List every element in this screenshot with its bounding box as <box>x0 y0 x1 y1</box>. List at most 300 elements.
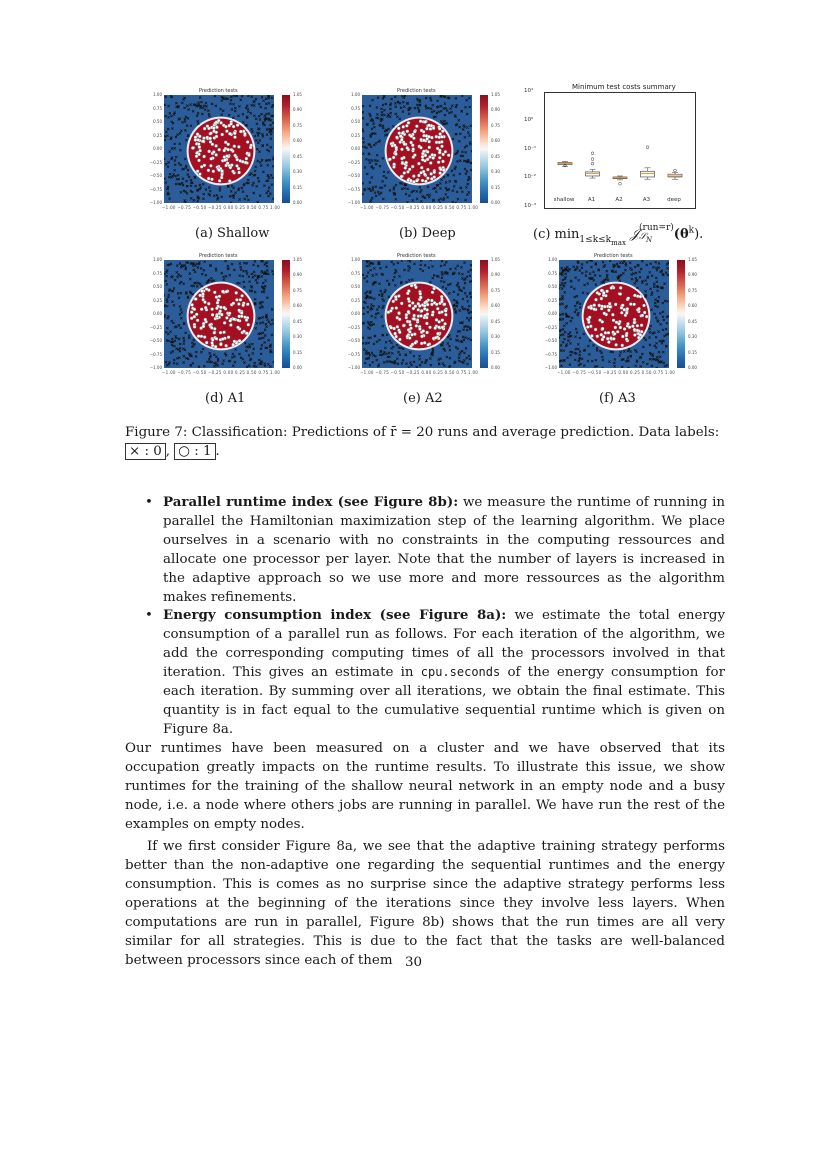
data-point-cross <box>229 195 231 197</box>
y-tick-label: 0.50 <box>351 284 360 289</box>
data-point-cross <box>375 142 377 144</box>
data-point-circle <box>392 300 395 303</box>
data-point-cross <box>175 175 177 177</box>
y-tick-label: 0.25 <box>351 297 360 303</box>
data-point-circle <box>406 130 409 133</box>
data-point-cross <box>167 128 169 130</box>
data-point-circle <box>410 141 413 144</box>
data-point-cross <box>458 119 460 121</box>
data-point-cross <box>466 194 468 196</box>
data-point-cross <box>373 323 375 325</box>
data-point-cross <box>659 340 661 342</box>
box-outlier <box>646 146 649 149</box>
data-point-cross <box>370 269 372 271</box>
data-point-cross <box>168 176 170 178</box>
data-point-cross <box>175 102 177 104</box>
data-point-cross <box>183 343 185 345</box>
colorbar-tick: 0.90 <box>293 107 302 113</box>
data-point-cross <box>179 143 181 145</box>
data-point-cross <box>259 161 261 163</box>
data-point-circle <box>411 301 414 304</box>
data-point-cross <box>254 298 256 300</box>
data-point-cross <box>463 160 465 162</box>
data-point-cross <box>465 347 467 349</box>
data-point-cross <box>646 363 648 365</box>
data-point-circle <box>196 319 199 322</box>
data-point-cross <box>442 363 444 365</box>
data-point-cross <box>178 338 180 340</box>
data-point-circle <box>197 143 200 146</box>
data-point-cross <box>470 317 472 319</box>
data-point-cross <box>439 202 441 203</box>
data-point-circle <box>219 310 222 313</box>
colorbar-tick: 1.05 <box>688 257 697 262</box>
data-point-cross <box>653 286 655 288</box>
data-point-cross <box>266 319 268 321</box>
data-point-circle <box>588 316 591 319</box>
data-point-circle <box>236 326 239 329</box>
y-tick-label: 1.00 <box>351 257 360 262</box>
data-point-cross <box>393 276 395 278</box>
data-point-cross <box>373 267 375 269</box>
data-point-circle <box>406 170 409 173</box>
data-point-circle <box>598 304 601 307</box>
data-point-circle <box>440 310 443 313</box>
data-point-cross <box>261 291 263 293</box>
y-tick-label: 0.25 <box>548 297 557 303</box>
figure-panel-shallow <box>142 88 312 223</box>
data-point-circle <box>425 322 428 325</box>
data-point-cross <box>378 193 380 195</box>
data-point-cross <box>655 277 657 279</box>
data-point-cross <box>440 179 442 181</box>
data-point-cross <box>368 265 370 267</box>
data-point-circle <box>431 311 434 314</box>
bullet-title: Energy consumption index (see Figure 8a): <box>163 607 507 623</box>
data-point-cross <box>246 366 248 368</box>
data-point-circle <box>598 292 601 295</box>
data-point-circle <box>600 297 603 300</box>
data-point-cross <box>470 311 472 313</box>
data-point-cross <box>441 260 443 262</box>
data-point-cross <box>399 118 401 120</box>
data-point-cross <box>187 262 189 264</box>
data-point-circle <box>224 141 227 144</box>
data-point-cross <box>166 327 168 329</box>
data-point-cross <box>266 134 268 136</box>
data-point-circle <box>245 157 248 160</box>
data-point-circle <box>412 156 415 159</box>
data-point-cross <box>469 358 471 360</box>
data-point-cross <box>374 133 376 135</box>
data-point-circle <box>434 327 437 330</box>
data-point-cross <box>184 120 186 122</box>
data-point-cross <box>560 365 562 367</box>
data-point-circle <box>230 164 233 167</box>
data-point-cross <box>573 288 575 290</box>
data-point-cross <box>656 290 658 292</box>
colorbar-tick: 0.90 <box>491 107 500 113</box>
data-point-circle <box>427 343 430 346</box>
data-point-cross <box>222 276 224 278</box>
boxplot-y-tick: 10⁻³ <box>524 203 537 209</box>
data-point-cross <box>438 199 440 201</box>
data-point-cross <box>242 270 244 272</box>
colorbar <box>480 260 488 368</box>
body-text <box>125 739 725 970</box>
data-point-circle <box>207 177 210 180</box>
data-point-circle <box>204 306 207 309</box>
data-point-cross <box>383 171 385 173</box>
heatmap-title: Prediction tests <box>397 88 436 94</box>
data-point-cross <box>457 198 459 200</box>
data-point-cross <box>265 98 267 100</box>
data-point-circle <box>195 151 198 154</box>
data-point-circle <box>191 303 194 306</box>
data-point-cross <box>214 95 216 97</box>
data-point-cross <box>615 271 617 273</box>
data-point-cross <box>261 133 263 135</box>
colorbar-tick: 0.75 <box>491 287 500 293</box>
data-point-circle <box>225 344 228 347</box>
data-point-cross <box>657 331 659 333</box>
data-point-cross <box>263 185 265 187</box>
data-point-cross <box>244 198 246 200</box>
data-point-cross <box>190 179 192 181</box>
data-point-cross <box>381 293 383 295</box>
data-point-cross <box>394 102 396 104</box>
data-point-cross <box>456 335 458 337</box>
data-point-cross <box>213 354 215 356</box>
data-point-cross <box>381 316 383 318</box>
x-tick-labels: −1.00 −0.75 −0.50 −0.25 0.00 0.25 0.50 0.75 1.00 <box>557 370 676 375</box>
data-point-cross <box>254 275 256 277</box>
data-point-cross <box>262 135 264 137</box>
caption-sep: , <box>165 444 171 459</box>
data-point-cross <box>587 345 589 347</box>
y-tick-label: 0.50 <box>548 284 557 289</box>
data-point-cross <box>656 367 658 368</box>
data-point-cross <box>366 265 368 267</box>
data-point-cross <box>379 267 381 269</box>
data-point-cross <box>373 123 375 125</box>
data-point-cross <box>222 363 224 365</box>
data-point-cross <box>371 99 373 101</box>
boxplot-x-label: A3 <box>642 197 651 203</box>
data-point-cross <box>175 156 177 158</box>
data-point-cross <box>216 194 218 196</box>
data-point-cross <box>262 337 264 339</box>
data-point-cross <box>469 143 471 145</box>
data-point-cross <box>651 275 653 277</box>
data-point-circle <box>396 316 399 319</box>
data-point-cross <box>431 265 433 267</box>
data-point-cross <box>445 181 447 183</box>
data-point-cross <box>664 300 666 302</box>
data-point-cross <box>251 343 253 345</box>
data-point-circle <box>419 296 422 299</box>
data-point-cross <box>248 276 250 278</box>
data-point-circle <box>604 331 607 334</box>
data-point-cross <box>260 106 262 108</box>
data-point-circle <box>423 341 426 344</box>
data-point-cross <box>198 102 200 104</box>
data-point-cross <box>427 186 429 188</box>
boxplot-axes <box>544 92 696 209</box>
data-point-cross <box>232 117 234 119</box>
data-point-cross <box>230 99 232 101</box>
data-point-cross <box>439 182 441 184</box>
boxplot-y-tick: 10⁻¹ <box>524 145 537 152</box>
y-tick-label: −0.50 <box>544 338 557 343</box>
data-point-cross <box>405 193 407 195</box>
data-point-cross <box>464 292 466 294</box>
data-point-cross <box>426 194 428 196</box>
data-point-cross <box>228 114 230 116</box>
y-tick-label: 0.00 <box>351 146 360 151</box>
data-point-circle <box>220 173 223 176</box>
data-point-cross <box>374 192 376 194</box>
data-point-cross <box>388 352 390 354</box>
data-point-cross <box>243 286 245 288</box>
data-point-cross <box>569 268 571 270</box>
data-point-cross <box>461 361 463 363</box>
data-point-cross <box>619 354 621 356</box>
data-point-cross <box>265 314 267 316</box>
data-point-circle <box>211 308 214 311</box>
data-point-cross <box>203 269 205 271</box>
data-point-circle <box>589 325 592 328</box>
data-point-cross <box>612 351 614 353</box>
data-point-cross <box>268 177 270 179</box>
data-point-cross <box>369 115 371 117</box>
data-point-cross <box>372 186 374 188</box>
data-point-cross <box>658 296 660 298</box>
data-point-cross <box>258 132 260 134</box>
data-point-cross <box>271 270 273 272</box>
data-point-circle <box>221 133 224 136</box>
data-point-cross <box>658 351 660 353</box>
data-point-cross <box>625 263 627 265</box>
data-point-cross <box>562 318 564 320</box>
data-point-cross <box>164 178 166 180</box>
data-point-cross <box>232 365 234 367</box>
data-point-cross <box>370 321 372 323</box>
data-point-cross <box>372 274 374 276</box>
data-point-cross <box>210 277 212 279</box>
data-point-circle <box>590 334 593 337</box>
data-point-cross <box>206 361 208 363</box>
data-point-circle <box>420 138 423 141</box>
data-point-cross <box>560 349 562 351</box>
data-point-cross <box>470 296 472 298</box>
data-point-cross <box>665 328 667 330</box>
data-point-circle <box>442 169 445 172</box>
data-point-circle <box>433 171 436 174</box>
data-point-cross <box>232 187 234 189</box>
data-point-cross <box>389 189 391 191</box>
data-point-cross <box>410 364 412 366</box>
data-point-cross <box>461 277 463 279</box>
data-point-cross <box>257 160 259 162</box>
data-point-cross <box>662 329 664 331</box>
data-point-cross <box>397 363 399 365</box>
data-point-cross <box>609 260 611 262</box>
data-point-cross <box>463 287 465 289</box>
data-point-cross <box>574 336 576 338</box>
data-point-cross <box>416 104 418 106</box>
data-point-cross <box>189 278 191 280</box>
data-point-circle <box>441 326 444 329</box>
data-point-circle <box>621 344 624 347</box>
data-point-cross <box>169 112 171 114</box>
colorbar-tick: 0.90 <box>491 272 500 278</box>
data-point-circle <box>628 326 631 329</box>
data-point-cross <box>221 196 223 198</box>
data-point-circle <box>438 127 441 130</box>
data-point-circle <box>216 301 219 304</box>
y-tick-label: 0.00 <box>351 311 360 316</box>
data-point-cross <box>623 350 625 352</box>
data-point-cross <box>375 313 377 315</box>
data-point-cross <box>269 365 271 367</box>
data-point-cross <box>368 260 370 262</box>
data-point-cross <box>619 280 621 282</box>
data-point-cross <box>409 260 411 262</box>
y-tick-label: 0.25 <box>351 132 360 138</box>
data-point-circle <box>428 146 431 149</box>
data-point-cross <box>574 305 576 307</box>
data-point-cross <box>164 115 166 117</box>
data-point-cross <box>250 112 252 114</box>
data-point-cross <box>622 262 624 264</box>
data-point-cross <box>593 279 595 281</box>
data-point-circle <box>426 177 429 180</box>
data-point-cross <box>256 123 258 125</box>
data-point-cross <box>251 286 253 288</box>
bullet-code: cpu.seconds <box>420 665 501 679</box>
data-point-cross <box>178 357 180 359</box>
data-point-cross <box>199 96 201 98</box>
data-point-cross <box>238 353 240 355</box>
data-point-circle <box>209 132 212 135</box>
data-point-cross <box>266 128 268 130</box>
label-circle-box: ○ : 1 <box>174 443 215 460</box>
data-point-circle <box>425 300 428 303</box>
subcaption-c-theta: (θ <box>673 226 689 242</box>
data-point-cross <box>169 331 171 333</box>
data-point-circle <box>444 313 447 316</box>
data-point-circle <box>436 147 439 150</box>
data-point-cross <box>385 266 387 268</box>
data-point-circle <box>439 172 442 175</box>
data-point-cross <box>182 178 184 180</box>
data-point-cross <box>271 308 273 310</box>
data-point-cross <box>217 364 219 366</box>
data-point-circle <box>209 137 212 140</box>
data-point-cross <box>183 361 185 363</box>
data-point-circle <box>246 140 249 143</box>
data-point-cross <box>666 300 668 302</box>
subcaption-c-range: 1≤k≤k <box>579 234 612 245</box>
data-point-cross <box>166 305 168 307</box>
data-point-cross <box>242 113 244 115</box>
data-point-cross <box>268 321 270 323</box>
data-point-circle <box>394 332 397 335</box>
data-point-cross <box>451 105 453 107</box>
subcaption-c-sup: (run=r) <box>639 223 674 233</box>
data-point-cross <box>248 344 250 346</box>
data-point-cross <box>451 170 453 172</box>
data-point-cross <box>243 281 245 283</box>
data-point-cross <box>380 290 382 292</box>
data-point-cross <box>271 334 273 336</box>
data-point-cross <box>394 284 396 286</box>
data-point-circle <box>440 135 443 138</box>
boxplot-x-label: A1 <box>587 197 596 203</box>
data-point-circle <box>225 130 228 133</box>
data-point-cross <box>465 151 467 153</box>
data-point-cross <box>561 282 563 284</box>
data-point-cross <box>589 340 591 342</box>
data-point-circle <box>238 309 241 312</box>
data-point-cross <box>369 181 371 183</box>
data-point-cross <box>371 352 373 354</box>
colorbar-tick: 0.00 <box>293 200 302 205</box>
data-point-circle <box>427 135 430 138</box>
y-tick-label: −0.25 <box>347 324 360 330</box>
data-point-circle <box>191 146 194 149</box>
data-point-cross <box>185 116 187 118</box>
data-point-cross <box>663 362 665 364</box>
data-point-cross <box>564 331 566 333</box>
data-point-cross <box>455 97 457 99</box>
data-point-cross <box>375 273 377 275</box>
data-point-circle <box>223 155 226 158</box>
data-point-cross <box>386 334 388 336</box>
data-point-circle <box>440 145 443 148</box>
colorbar-tick: 1.05 <box>293 92 302 97</box>
colorbar-tick: 0.90 <box>688 272 697 278</box>
data-point-circle <box>422 329 425 332</box>
data-point-circle <box>590 307 593 310</box>
data-point-cross <box>171 147 173 149</box>
data-point-cross <box>247 95 249 97</box>
data-point-cross <box>430 99 432 101</box>
data-point-circle <box>625 338 628 341</box>
data-point-circle <box>633 321 636 324</box>
data-point-cross <box>202 348 204 350</box>
data-point-cross <box>451 111 453 113</box>
data-point-cross <box>460 266 462 268</box>
data-point-cross <box>582 292 584 294</box>
data-point-cross <box>391 352 393 354</box>
data-point-cross <box>272 165 274 167</box>
data-point-circle <box>221 290 224 293</box>
data-point-cross <box>257 265 259 267</box>
data-point-circle <box>419 120 422 123</box>
data-point-cross <box>631 278 633 280</box>
data-point-cross <box>371 324 373 326</box>
data-point-cross <box>171 301 173 303</box>
data-point-cross <box>183 283 185 285</box>
data-point-cross <box>667 267 669 269</box>
data-point-cross <box>575 309 577 311</box>
data-point-cross <box>203 365 205 367</box>
figure-panel-deep <box>340 88 510 223</box>
data-point-circle <box>420 129 423 132</box>
data-point-circle <box>243 132 246 135</box>
